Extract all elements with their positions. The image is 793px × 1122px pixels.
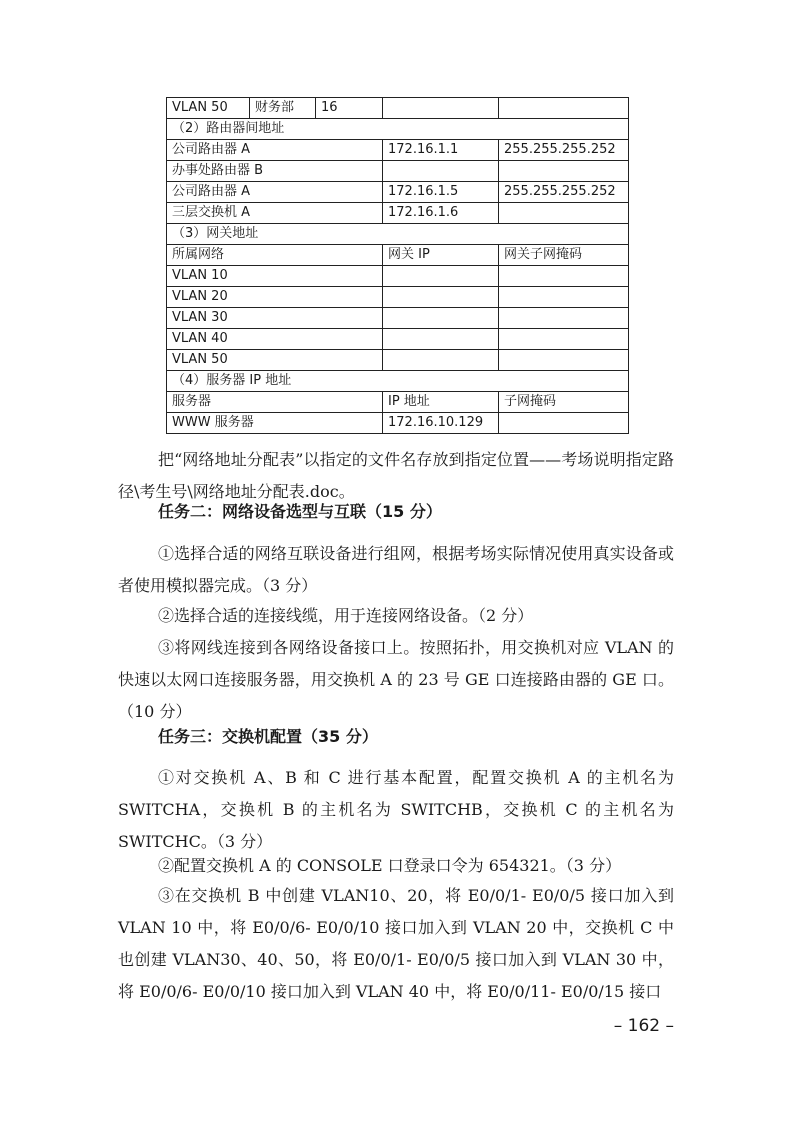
table-cell: 255.255.255.252 bbox=[499, 182, 629, 203]
table-cell: 办事处路由器 B bbox=[167, 161, 383, 182]
table-row bbox=[167, 350, 629, 371]
table-cell: VLAN 20 bbox=[167, 287, 383, 308]
column-header: 网关子网掩码 bbox=[499, 245, 629, 266]
table-header-row bbox=[167, 392, 629, 413]
table-cell bbox=[499, 203, 629, 224]
table-row bbox=[167, 413, 629, 434]
task2-item-2: ②选择合适的连接线缆，用于连接网络设备。（2 分） bbox=[158, 606, 534, 625]
table-row bbox=[167, 266, 629, 287]
table-cell bbox=[499, 161, 629, 182]
table-section-row bbox=[167, 371, 629, 392]
address-allocation-table bbox=[166, 97, 629, 434]
table-cell: 255.255.255.252 bbox=[499, 140, 629, 161]
table-cell: VLAN 10 bbox=[167, 266, 383, 287]
table-cell: 172.16.1.6 bbox=[383, 203, 499, 224]
table-cell bbox=[499, 287, 629, 308]
column-header: 网关 IP bbox=[383, 245, 499, 266]
section-title: （2）路由器间地址 bbox=[167, 119, 629, 140]
table-cell bbox=[499, 329, 629, 350]
table-cell: VLAN 50 bbox=[167, 350, 383, 371]
table-section-row bbox=[167, 224, 629, 245]
table-cell: 172.16.1.1 bbox=[383, 140, 499, 161]
table-cell: 三层交换机 A bbox=[167, 203, 383, 224]
table-section-row bbox=[167, 119, 629, 140]
column-header: IP 地址 bbox=[383, 392, 499, 413]
table-cell: VLAN 40 bbox=[167, 329, 383, 350]
table-row bbox=[167, 182, 629, 203]
task3-item-2: ②配置交换机 A 的 CONSOLE 口登录口令为 654321。（3 分） bbox=[158, 856, 622, 875]
task2-item-3: ③将网线连接到各网络设备接口上。按照拓扑，用交换机对应 VLAN 的快速以太网口连接服务器，用交换机 A 的 23 号 GE 口连接路由器的 GE 口。（10 分） bbox=[118, 638, 674, 721]
table-cell: VLAN 30 bbox=[167, 308, 383, 329]
table-cell: VLAN 50 bbox=[167, 98, 250, 119]
table-cell bbox=[383, 350, 499, 371]
task3-item-1: ①对交换机 A、B 和 C 进行基本配置，配置交换机 A 的主机名为 SWITCHA，交换机 B 的主机名为 SWITCHB，交换机 C 的主机名为 SWITCHC。（3 分） bbox=[118, 768, 674, 851]
table-cell: 财务部 bbox=[250, 98, 316, 119]
table-row bbox=[167, 308, 629, 329]
task3-item-3: ③在交换机 B 中创建 VLAN10、20，将 E0/0/1- E0/0/5 接口加入到 VLAN 10 中，将 E0/0/6- E0/0/10 接口加入到 VLAN 20 中，交换机 C 中也创建 VLAN30、40、50，将 E0/0/1- E0/0/5 接口加入到 VLAN 30 中，将 E0/0/6- E0/0/10 接口加入到 VLAN 40 中，将 E0/0/11- E0/0/15 接口 bbox=[118, 886, 674, 1001]
table-cell: 公司路由器 A bbox=[167, 140, 383, 161]
table-cell bbox=[499, 98, 629, 119]
table-cell bbox=[499, 266, 629, 287]
task2-item-1: ①选择合适的网络互联设备进行组网，根据考场实际情况使用真实设备或者使用模拟器完成。（3 分） bbox=[118, 544, 674, 595]
task3-heading: 任务三：交换机配置（35 分） bbox=[158, 727, 378, 746]
column-header: 所属网络 bbox=[167, 245, 383, 266]
table-cell: 16 bbox=[316, 98, 383, 119]
table-cell bbox=[499, 350, 629, 371]
page-number: – 162 – bbox=[613, 1016, 674, 1036]
table-cell bbox=[383, 308, 499, 329]
section-title: （3）网关地址 bbox=[167, 224, 629, 245]
column-header: 服务器 bbox=[167, 392, 383, 413]
table-row bbox=[167, 287, 629, 308]
table-cell: WWW 服务器 bbox=[167, 413, 383, 434]
table-cell bbox=[383, 98, 499, 119]
table-cell bbox=[383, 161, 499, 182]
save-instruction-paragraph: 把“网络地址分配表”以指定的文件名存放到指定位置——考场说明指定路径\考生号\网络地址分配表.doc。 bbox=[118, 450, 674, 501]
table-cell: 172.16.10.129 bbox=[383, 413, 499, 434]
table-cell bbox=[383, 266, 499, 287]
table-cell bbox=[499, 413, 629, 434]
section-title: （4）服务器 IP 地址 bbox=[167, 371, 629, 392]
table-row bbox=[167, 161, 629, 182]
table-cell: 172.16.1.5 bbox=[383, 182, 499, 203]
column-header: 子网掩码 bbox=[499, 392, 629, 413]
table-header-row bbox=[167, 245, 629, 266]
task2-heading: 任务二：网络设备选型与互联（15 分） bbox=[158, 502, 442, 521]
table-cell bbox=[383, 287, 499, 308]
table-row bbox=[167, 98, 629, 119]
table-row bbox=[167, 329, 629, 350]
table-row bbox=[167, 203, 629, 224]
table-cell: 公司路由器 A bbox=[167, 182, 383, 203]
table-row bbox=[167, 140, 629, 161]
table-cell bbox=[383, 329, 499, 350]
table-cell bbox=[499, 308, 629, 329]
